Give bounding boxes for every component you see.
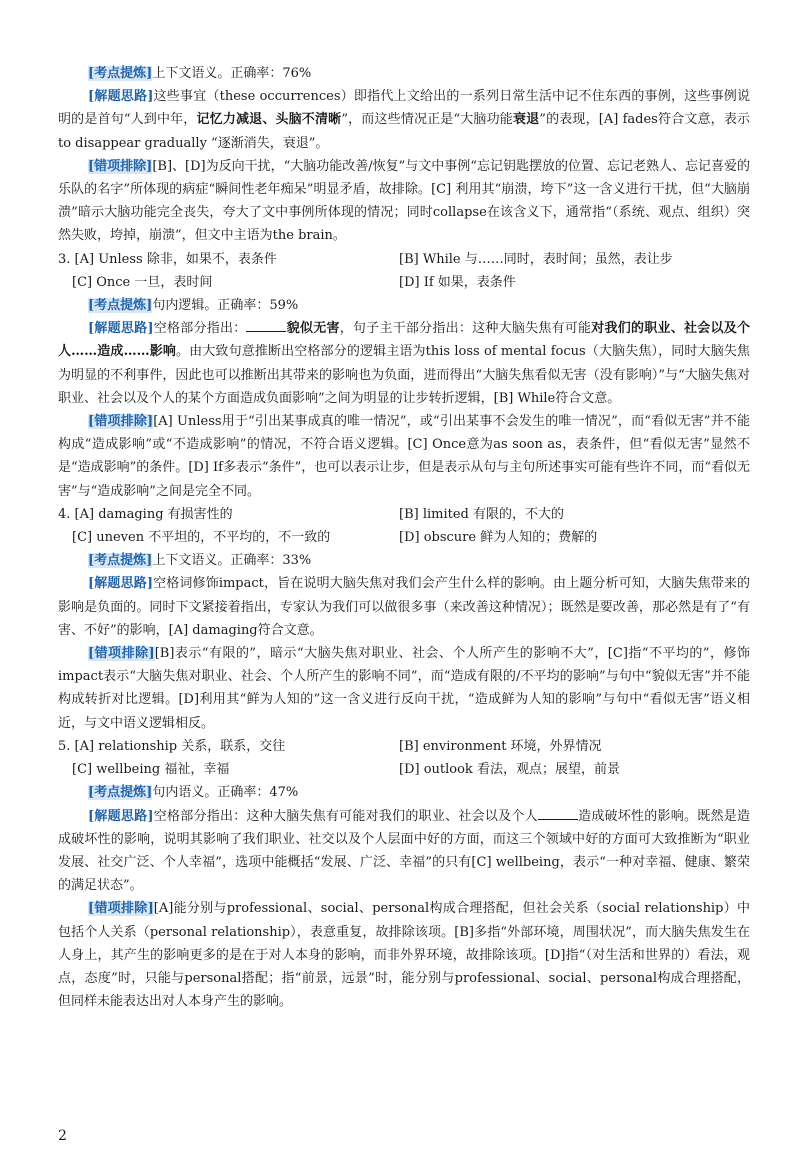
- question-4-options-row-1: [58, 503, 750, 526]
- cuoxiang-paragraph: [58, 410, 750, 503]
- silu-text: ”的表现，[A] fades符合文意，表示to disappear gradually “逐渐消失，衰退”。: [58, 112, 750, 151]
- option-d: [D] If 如果，表条件: [399, 274, 516, 290]
- silu-bold-text: 记忆力减退、头脑不清晰: [196, 112, 342, 128]
- option-b: [B] While 与……同时，表时间；虽然，表让步: [399, 251, 673, 267]
- kaodian-tag: [考点提炼]: [88, 553, 153, 569]
- kaodian-text: 上下文语义。正确率：76%: [152, 66, 312, 81]
- option-b: [B] limited 有限的，不大的: [399, 506, 565, 522]
- cuoxiang-paragraph: [58, 155, 750, 248]
- cuoxiang-tag: [错项排除]: [88, 646, 155, 662]
- question-3-options-row-2: [58, 271, 750, 294]
- silu-bold-text: 貌似无害: [286, 321, 340, 337]
- cuoxiang-paragraph: [58, 642, 750, 735]
- kaodian-text: 句内语义。正确率：47%: [152, 785, 299, 801]
- silu-paragraph: [58, 805, 750, 898]
- kaodian-paragraph: [58, 549, 750, 572]
- silu-tag: [解题思路]: [88, 576, 153, 592]
- cuoxiang-text: [A] Unless用于“引出某事成真的唯一情况”，或“引出某事不会发生的唯一情况”，而“看似无害”并不能构成“造成影响”或“不造成影响”的情况，不符合语义逻辑。[C] Once意为as soon as，表条件，但“看似无害”显然不是“造成影响”的条件。[D] If多表示“条件”，也可以表示让步，但是表示从句与主句所述事实可能有些许不同，而“看似无害”与“造成影响”之间是完全不同。: [58, 414, 750, 499]
- silu-text: 空格部分指出：: [153, 321, 247, 337]
- question-4-options-row-2: [58, 526, 750, 549]
- cuoxiang-text: [B]、[D]为反向干扰，“大脑功能改善/恢复”与文中事例“忘记钥匙摆放的位置、忘记老熟人、忘记喜爱的乐队的名字”所体现的病症“瞬间性老年痴呆”明显矛盾，故排除。[C] 利用其“崩溃，垮下”这一含义进行干扰，但“大脑崩溃”暗示大脑功能完全丧失，夸大了文中事例所体现的情况；同时collapse在该含义下，通常指“（系统、观点、组织）突然失败，垮掉，崩溃”，但文中主语为the brain。: [58, 158, 750, 244]
- kaodian-tag: [考点提炼]: [88, 298, 153, 314]
- cuoxiang-tag: [错项排除]: [88, 158, 153, 174]
- silu-tag: [解题思路]: [88, 321, 154, 337]
- silu-bold-text: 对我们的职业、社会以及个人……造成……影响: [58, 321, 750, 360]
- silu-text: 。由大致句意推断出空格部分的逻辑主语为this loss of mental focus（大脑失焦），同时大脑失焦为明显的不利事件，因此也可以推断出其带来的影响也为负面，进而得出“大脑失焦看似无害（没有影响）”与“大脑失焦对职业、社会以及个人的某个方面造成负面影响”之间为明显的让步转折逻辑，[B] While符合文意。: [58, 344, 750, 406]
- option-b: [B] environment 环境，外界情况: [399, 738, 602, 754]
- cuoxiang-tag: [错项排除]: [88, 414, 154, 430]
- cuoxiang-text: [B]表示“有限的”，暗示“大脑失焦对职业、社会、个人所产生的影响不大”，[C]指“不平均的”，修饰impact表示“大脑失焦对职业、社会、个人所产生的影响不同”，而“造成有限的/不平均的影响”与句中“貌似无害”并不能构成转折对比逻辑。[D]利用其“鲜为人知的”这一含义进行反向干扰，“造成鲜为人知的影响”与句中“看似无害”语义相近，与文中语义逻辑相反。: [58, 646, 750, 731]
- silu-bold-text: 衰退: [512, 112, 540, 128]
- kaodian-text: 上下文语义。正确率：33%: [152, 553, 312, 569]
- silu-paragraph: [58, 85, 750, 155]
- cuoxiang-paragraph: [58, 897, 750, 1013]
- cuoxiang-text: [A]能分别与professional、social、personal构成合理搭配，但社会关系（social relationship）中包括个人关系（personal relationship），表意重复，故排除该项。[B]多指“外部环境，周围状况”，而大脑失焦发生在人身上，其产生的影响更多的是在于对人本身的影响，而非外界环境，故排除该项。[D]指“（对生活和世界的）看法，观点，态度”时，只能与personal搭配；指“前景，远景”时，能分别与professional、social、personal构成合理搭配，但同样未能表达出对人本身产生的影响。: [58, 901, 750, 1010]
- silu-tag: [解题思路]: [88, 808, 154, 824]
- question-5-options-row-2: [58, 758, 750, 781]
- option-c: [C] wellbeing 福祉，幸福: [72, 762, 230, 778]
- silu-text: 这些事宜（these occurrences）即指代上文给出的一系列日常生活中记不住东西的事例，这些事例说明的是首句“人到中年，: [58, 89, 750, 128]
- silu-text: ，句子主干部分指出：这种大脑失焦有可能: [339, 321, 592, 337]
- silu-text: ”，而这些情况正是“大脑功能: [341, 112, 513, 128]
- kaodian-tag: [考点提炼]: [88, 66, 153, 81]
- fill-blank: [538, 807, 578, 820]
- cuoxiang-tag: [错项排除]: [88, 901, 154, 917]
- silu-paragraph: [58, 317, 750, 410]
- kaodian-tag: [考点提炼]: [88, 785, 153, 801]
- kaodian-text: 句内逻辑。正确率：59%: [152, 298, 299, 314]
- page-number: 2: [58, 1128, 67, 1144]
- silu-text: 空格词修饰impact，旨在说明大脑失焦对我们会产生什么样的影响。由上题分析可知，大脑失焦带来的影响是负面的。同时下文紧接着指出，专家认为我们可以做很多事（来改善这种情况）；既然是要改善，那必然是有了“有害、不好”的影响，[A] damaging符合文意。: [58, 576, 750, 638]
- option-a: 3. [A] Unless 除非，如果不，表条件: [58, 251, 277, 267]
- option-c: [C] Once 一旦，表时间: [72, 274, 213, 290]
- option-d: [D] outlook 看法，观点；展望，前景: [399, 762, 620, 778]
- silu-paragraph: [58, 572, 750, 642]
- option-a: 5. [A] relationship 关系，联系，交往: [58, 738, 286, 754]
- question-3-options-row-1: [58, 248, 750, 271]
- option-a: 4. [A] damaging 有损害性的: [58, 506, 233, 522]
- silu-text: 空格部分指出：这种大脑失焦有可能对我们的职业、社会以及个人: [153, 808, 538, 824]
- silu-text: 造成破坏性的影响。既然是造成破坏性的影响，说明其影响了我们职业、社交以及个人层面中好的方面，而这三个领域中好的方面可大致推断为“职业发展、社交广泛、个人幸福”，选项中能概括“发展、广泛、幸福”的只有[C] wellbeing，表示“一种对幸福、健康、繁荣的满足状态”。: [58, 808, 750, 894]
- fill-blank: [246, 319, 286, 332]
- option-d: [D] obscure 鲜为人知的；费解的: [399, 530, 598, 546]
- option-c: [C] uneven 不平坦的，不平均的，不一致的: [72, 530, 331, 546]
- kaodian-paragraph: [58, 62, 750, 85]
- kaodian-paragraph: [58, 294, 750, 317]
- kaodian-paragraph: [58, 781, 750, 804]
- question-5-options-row-1: [58, 735, 750, 758]
- silu-tag: [解题思路]: [88, 89, 154, 105]
